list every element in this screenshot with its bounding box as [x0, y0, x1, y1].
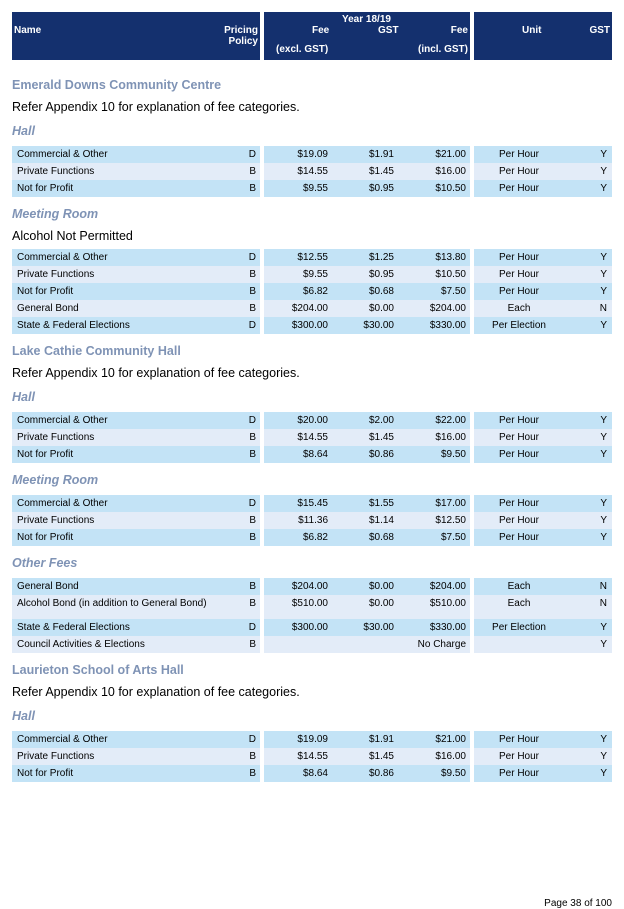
- cell-name: Not for Profit: [17, 183, 74, 194]
- cell-pricing-policy: B: [249, 598, 256, 609]
- cell-unit: Per Hour: [498, 751, 539, 762]
- cell-unit: Per Hour: [498, 166, 539, 177]
- cell-fee-incl: No Charge: [417, 639, 466, 650]
- cell-name: Council Activities & Elections: [17, 639, 145, 650]
- cell-fee-excl: $11.36: [298, 515, 328, 526]
- cell-unit: Each: [507, 581, 531, 592]
- table-row: [0, 249, 624, 266]
- cell-gst: $0.00: [368, 581, 394, 592]
- cell-fee-excl: $9.55: [302, 183, 328, 194]
- cell-gst: $1.91: [368, 734, 394, 745]
- group-title: Hall: [12, 390, 35, 404]
- cell-fee-incl: $7.50: [440, 286, 466, 297]
- cell-pricing-policy: D: [248, 498, 256, 509]
- cell-gst-flag: Y: [600, 532, 607, 543]
- header-fee-excl-line2: (excl. GST): [276, 44, 329, 55]
- cell-gst-flag: Y: [600, 639, 607, 650]
- cell-gst: $1.14: [368, 515, 394, 526]
- table-row: [0, 317, 624, 334]
- cell-fee-excl: $8.64: [302, 449, 328, 460]
- cell-gst-flag: Y: [600, 751, 607, 762]
- cell-gst-flag: Y: [600, 166, 607, 177]
- section-note: Refer Appendix 10 for explanation of fee categories.: [12, 685, 300, 699]
- cell-gst-flag: Y: [600, 622, 607, 633]
- table-row: [0, 163, 624, 180]
- cell-name: Commercial & Other: [17, 415, 108, 426]
- cell-pricing-policy: D: [248, 415, 256, 426]
- cell-fee-incl: $204.00: [429, 581, 466, 592]
- cell-pricing-policy: D: [248, 734, 256, 745]
- cell-fee-incl: $22.00: [435, 415, 466, 426]
- cell-gst: $0.68: [368, 286, 394, 297]
- table-row: [0, 636, 624, 653]
- table-row: [0, 529, 624, 546]
- cell-name: Not for Profit: [17, 286, 74, 297]
- cell-unit: Per Hour: [498, 515, 539, 526]
- page-number: Page 38 of 100: [544, 898, 612, 909]
- cell-fee-excl: $19.09: [297, 149, 328, 160]
- cell-pricing-policy: B: [249, 532, 256, 543]
- cell-gst-flag: Y: [600, 149, 607, 160]
- cell-unit: Per Hour: [498, 734, 539, 745]
- table-row: [0, 765, 624, 782]
- cell-gst-flag: Y: [600, 320, 607, 331]
- table-row: [0, 619, 624, 636]
- header-year: Year 18/19: [342, 14, 391, 25]
- group-title: Other Fees: [12, 556, 78, 570]
- cell-name: Private Functions: [17, 515, 95, 526]
- table-row: [0, 300, 624, 317]
- table-row: [0, 146, 624, 163]
- cell-name: Alcohol Bond (in addition to General Bond): [17, 598, 207, 609]
- cell-gst-flag: N: [599, 581, 607, 592]
- cell-unit: Per Hour: [498, 269, 539, 280]
- cell-gst-flag: N: [599, 303, 607, 314]
- cell-fee-incl: $17.00: [435, 498, 466, 509]
- cell-fee-excl: $8.64: [302, 768, 328, 779]
- cell-unit: Each: [507, 598, 531, 609]
- table-row: [0, 412, 624, 429]
- header-fee-excl-line1: Fee: [312, 25, 330, 36]
- table-row: [0, 429, 624, 446]
- cell-unit: Per Hour: [498, 183, 539, 194]
- section-note: Refer Appendix 10 for explanation of fee categories.: [12, 366, 300, 380]
- cell-name: Private Functions: [17, 751, 95, 762]
- cell-fee-excl: $510.00: [291, 598, 328, 609]
- cell-pricing-policy: B: [249, 166, 256, 177]
- cell-gst-flag: Y: [600, 449, 607, 460]
- cell-gst: $0.95: [368, 269, 394, 280]
- cell-fee-incl: $510.00: [429, 598, 466, 609]
- cell-pricing-policy: B: [249, 515, 256, 526]
- cell-gst: $0.00: [368, 598, 394, 609]
- group-title: Hall: [12, 709, 35, 723]
- table-row: [0, 512, 624, 529]
- cell-fee-excl: $204.00: [291, 581, 328, 592]
- cell-unit: Per Hour: [498, 498, 539, 509]
- cell-gst: $1.25: [368, 252, 394, 263]
- cell-gst-flag: Y: [600, 515, 607, 526]
- header-pricing-line2: Policy: [228, 36, 258, 47]
- cell-pricing-policy: D: [248, 252, 256, 263]
- table-row: [0, 180, 624, 197]
- cell-name: Private Functions: [17, 432, 95, 443]
- cell-name: Not for Profit: [17, 449, 74, 460]
- group-title: Meeting Room: [12, 207, 99, 221]
- cell-gst: $0.95: [368, 183, 394, 194]
- cell-name: Private Functions: [17, 269, 95, 280]
- cell-gst: $0.68: [368, 532, 394, 543]
- cell-unit: Per Hour: [498, 432, 539, 443]
- section-title: Laurieton School of Arts Hall: [12, 663, 184, 677]
- cell-gst: $0.86: [368, 449, 394, 460]
- cell-pricing-policy: D: [248, 320, 256, 331]
- table-row: [0, 495, 624, 512]
- cell-fee-incl: $204.00: [429, 303, 466, 314]
- cell-gst: $0.00: [368, 303, 394, 314]
- cell-fee-excl: $204.00: [291, 303, 328, 314]
- cell-pricing-policy: B: [249, 768, 256, 779]
- cell-fee-incl: $13.80: [435, 252, 466, 263]
- header-fee-block: [264, 12, 470, 60]
- header-name-block: [12, 12, 260, 60]
- cell-fee-incl: $330.00: [429, 320, 466, 331]
- cell-name: General Bond: [17, 303, 79, 314]
- cell-unit: Per Hour: [498, 768, 539, 779]
- cell-name: Not for Profit: [17, 532, 74, 543]
- cell-name: Commercial & Other: [17, 734, 108, 745]
- header-fee-incl-line1: Fee: [450, 25, 468, 36]
- cell-pricing-policy: B: [249, 449, 256, 460]
- cell-fee-excl: $300.00: [291, 622, 328, 633]
- cell-fee-incl: $9.50: [440, 768, 466, 779]
- cell-pricing-policy: B: [249, 432, 256, 443]
- table-row: [0, 446, 624, 463]
- cell-fee-incl: $12.50: [435, 515, 466, 526]
- cell-gst: $30.00: [363, 622, 394, 633]
- cell-fee-excl: $19.09: [297, 734, 328, 745]
- cell-pricing-policy: D: [248, 149, 256, 160]
- header-name: Name: [14, 25, 42, 36]
- table-row: [0, 283, 624, 300]
- header-pricing-line1: Pricing: [224, 25, 258, 36]
- cell-gst-flag: Y: [600, 286, 607, 297]
- cell-pricing-policy: D: [248, 622, 256, 633]
- cell-unit: Per Hour: [498, 415, 539, 426]
- cell-name: Not for Profit: [17, 768, 74, 779]
- cell-fee-incl: $7.50: [440, 532, 466, 543]
- cell-pricing-policy: B: [249, 303, 256, 314]
- cell-gst-flag: N: [599, 598, 607, 609]
- cell-fee-excl: $14.55: [297, 432, 328, 443]
- cell-fee-excl: $15.45: [297, 498, 328, 509]
- cell-name: State & Federal Elections: [17, 320, 130, 331]
- group-title: Meeting Room: [12, 473, 99, 487]
- table-row: [0, 595, 624, 619]
- cell-fee-excl: $12.55: [297, 252, 328, 263]
- cell-pricing-policy: B: [249, 286, 256, 297]
- cell-gst-flag: Y: [600, 415, 607, 426]
- cell-pricing-policy: B: [249, 639, 256, 650]
- cell-gst: $1.45: [368, 432, 394, 443]
- cell-gst: $1.45: [368, 751, 394, 762]
- table-row: [0, 731, 624, 748]
- cell-gst-flag: Y: [600, 498, 607, 509]
- cell-fee-excl: $14.55: [297, 166, 328, 177]
- section-title: Emerald Downs Community Centre: [12, 78, 222, 92]
- cell-name: State & Federal Elections: [17, 622, 130, 633]
- cell-gst-flag: Y: [600, 432, 607, 443]
- cell-fee-excl: $6.82: [302, 286, 328, 297]
- cell-fee-excl: $6.82: [302, 532, 328, 543]
- cell-gst: $1.91: [368, 149, 394, 160]
- cell-unit: Per Hour: [498, 449, 539, 460]
- cell-unit: Per Hour: [498, 286, 539, 297]
- cell-gst-flag: Y: [600, 734, 607, 745]
- cell-gst-flag: Y: [600, 252, 607, 263]
- cell-gst-flag: Y: [600, 183, 607, 194]
- cell-pricing-policy: B: [249, 269, 256, 280]
- table-row: [0, 748, 624, 765]
- cell-fee-incl: $16.00: [435, 166, 466, 177]
- cell-gst: $1.55: [368, 498, 394, 509]
- table-row: [0, 578, 624, 595]
- cell-name: General Bond: [17, 581, 79, 592]
- cell-gst-flag: Y: [600, 269, 607, 280]
- cell-name: Commercial & Other: [17, 149, 108, 160]
- cell-fee-incl: $10.50: [435, 269, 466, 280]
- cell-name: Commercial & Other: [17, 252, 108, 263]
- header-gst-flag: GST: [589, 25, 610, 36]
- cell-gst: $1.45: [368, 166, 394, 177]
- cell-unit: Per Election: [492, 622, 546, 633]
- group-note: Alcohol Not Permitted: [12, 229, 133, 243]
- cell-fee-excl: $14.55: [297, 751, 328, 762]
- section-note: Refer Appendix 10 for explanation of fee categories.: [12, 100, 300, 114]
- cell-pricing-policy: B: [249, 581, 256, 592]
- cell-unit: Per Election: [492, 320, 546, 331]
- cell-fee-incl: $21.00: [435, 734, 466, 745]
- cell-pricing-policy: B: [249, 751, 256, 762]
- cell-gst: $2.00: [368, 415, 394, 426]
- cell-fee-incl: $16.00: [435, 432, 466, 443]
- cell-gst: $30.00: [363, 320, 394, 331]
- cell-gst: $0.86: [368, 768, 394, 779]
- group-title: Hall: [12, 124, 35, 138]
- cell-gst-flag: Y: [600, 768, 607, 779]
- cell-fee-incl: $10.50: [435, 183, 466, 194]
- cell-unit: Per Hour: [498, 532, 539, 543]
- cell-unit: Per Hour: [498, 252, 539, 263]
- cell-fee-excl: $20.00: [297, 415, 328, 426]
- header-gst: GST: [378, 25, 399, 36]
- cell-pricing-policy: B: [249, 183, 256, 194]
- cell-unit: Per Hour: [498, 149, 539, 160]
- cell-name: Private Functions: [17, 166, 95, 177]
- section-title: Lake Cathie Community Hall: [12, 344, 181, 358]
- table-row: [0, 266, 624, 283]
- cell-fee-incl: $16.00: [435, 751, 466, 762]
- cell-unit: Each: [507, 303, 531, 314]
- cell-name: Commercial & Other: [17, 498, 108, 509]
- cell-fee-incl: $21.00: [435, 149, 466, 160]
- cell-fee-incl: $330.00: [429, 622, 466, 633]
- cell-fee-excl: $300.00: [291, 320, 328, 331]
- header-unit-block: [474, 12, 612, 60]
- header-unit: Unit: [522, 25, 542, 36]
- cell-fee-incl: $9.50: [440, 449, 466, 460]
- cell-fee-excl: $9.55: [302, 269, 328, 280]
- header-fee-incl-line2: (incl. GST): [418, 44, 468, 55]
